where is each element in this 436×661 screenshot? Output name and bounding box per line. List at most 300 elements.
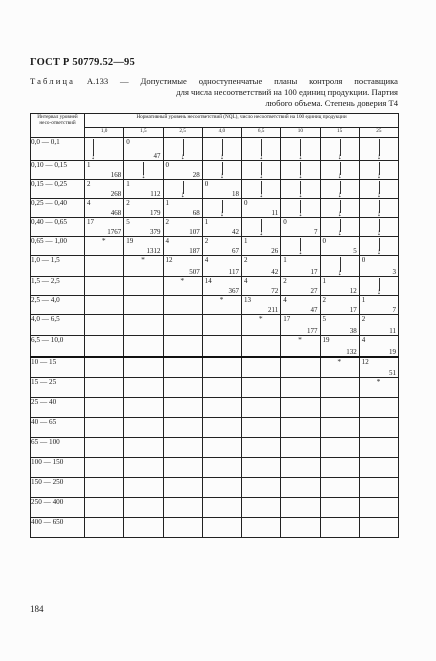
empty-cell (202, 378, 241, 398)
sampling-plan-cell (320, 336, 359, 358)
empty-cell (85, 478, 124, 498)
nql-column-header: 10 (281, 128, 320, 138)
table-row (31, 478, 399, 498)
defect-interval-label: 6,5 — 10,0 (31, 336, 85, 358)
acceptance-number: 0 (165, 161, 169, 169)
sampling-plan-cell (242, 296, 281, 315)
empty-cell (242, 518, 281, 538)
empty-cell (281, 357, 320, 378)
acceptance-number: 2 (87, 180, 91, 188)
sample-size: 5 (353, 247, 357, 255)
empty-cell (124, 458, 163, 478)
sample-size: 17 (310, 268, 318, 276)
empty-cell (320, 458, 359, 478)
empty-cell (202, 315, 241, 336)
defect-interval-label: 0,15 — 0,25 (31, 180, 85, 199)
sample-size: 107 (189, 228, 200, 236)
sample-size: 72 (271, 287, 279, 295)
empty-cell (281, 498, 320, 518)
sampling-plan-cell (281, 218, 320, 237)
arrow-down-icon: ↓ (376, 247, 381, 256)
sample-size: 211 (268, 306, 279, 314)
sampling-plan-cell (242, 277, 281, 296)
arrow-down-icon: ↓ (376, 287, 381, 296)
defect-interval-label: 150 — 250 (31, 478, 85, 498)
sample-size: 179 (150, 209, 161, 217)
empty-cell (281, 518, 320, 538)
empty-cell (281, 438, 320, 458)
acceptance-number: 12 (361, 358, 369, 366)
arrow-down-icon: ↓ (337, 228, 342, 237)
empty-cell (163, 315, 202, 336)
sample-size: 117 (228, 268, 239, 276)
arrow-down-icon: ↓ (337, 152, 342, 161)
table-row (31, 237, 399, 256)
sample-size: 11 (389, 327, 397, 335)
empty-cell (163, 378, 202, 398)
table-row (31, 161, 399, 180)
arrow-down-icon: ↓ (337, 171, 342, 180)
asterisk-mark: * (101, 236, 106, 245)
sample-size: 1767 (107, 228, 122, 236)
sample-size: 67 (232, 247, 239, 255)
empty-cell (242, 438, 281, 458)
empty-cell (85, 296, 124, 315)
sample-size: 379 (150, 228, 161, 236)
empty-cell (163, 478, 202, 498)
acceptance-number: 17 (87, 218, 94, 226)
caption-line-1-text: А.133 — Допустимые одноступенчатые планы контроля поставщика (75, 76, 398, 86)
sample-size: 268 (110, 190, 122, 198)
empty-cell (202, 418, 241, 438)
use-plan-below-cell (320, 218, 359, 237)
empty-cell (163, 518, 202, 538)
arrow-down-icon: ↓ (298, 152, 303, 161)
acceptance-number: 4 (87, 199, 91, 207)
table-body (31, 138, 399, 538)
empty-cell (124, 418, 163, 438)
page-number: 184 (30, 604, 44, 614)
acceptance-number: 19 (322, 336, 330, 344)
acceptance-number: 2 (322, 296, 326, 304)
asterisk-mark: * (141, 255, 145, 264)
defect-interval-label: 250 — 400 (31, 498, 85, 518)
acceptance-number: 0 (283, 218, 287, 226)
empty-cell (202, 336, 241, 358)
empty-cell (359, 518, 398, 538)
sampling-plan-cell (163, 161, 202, 180)
table-row (31, 357, 399, 378)
empty-cell (163, 398, 202, 418)
sample-size: 177 (307, 327, 318, 335)
use-plan-below-cell (320, 256, 359, 277)
sample-size: 42 (271, 268, 279, 276)
nql-column-header: 25 (359, 128, 398, 138)
empty-cell (202, 478, 241, 498)
use-plan-below-cell (320, 180, 359, 199)
defect-interval-label: 15 — 25 (31, 378, 85, 398)
acceptance-number: 4 (361, 336, 366, 344)
table-row (31, 518, 399, 538)
empty-cell (85, 277, 124, 296)
arrow-down-icon: ↓ (337, 209, 342, 218)
use-plan-below-cell (359, 218, 398, 237)
use-plan-below-cell (320, 199, 359, 218)
empty-cell (85, 336, 124, 358)
asterisk-mark: * (298, 335, 302, 344)
acceptance-number: 0 (244, 199, 248, 207)
sample-size: 7 (392, 306, 397, 314)
caption-table-word: Таблица (30, 76, 76, 86)
table-row (31, 378, 399, 398)
sample-size: 132 (346, 348, 357, 356)
use-plan-below-cell (359, 138, 398, 161)
acceptance-number: 0 (204, 180, 209, 188)
acceptance-number: 13 (244, 296, 251, 304)
arrow-down-icon: ↓ (259, 171, 264, 180)
use-plan-below-cell (320, 161, 359, 180)
sampling-plan-cell (124, 237, 163, 256)
empty-cell (124, 378, 163, 398)
empty-cell (242, 378, 281, 398)
use-plan-below-cell (281, 237, 320, 256)
empty-cell (242, 357, 281, 378)
use-plan-below-cell (320, 138, 359, 161)
sampling-plan-cell (320, 237, 359, 256)
use-plan-below-cell (124, 161, 163, 180)
asterisk-mark: * (337, 357, 342, 366)
sampling-plan-cell (163, 256, 202, 277)
sample-size: 26 (271, 247, 279, 255)
use-plan-below-cell (242, 218, 281, 237)
sampling-plan-cell (85, 161, 124, 180)
defect-interval-label: 100 — 150 (31, 458, 85, 478)
use-plan-below-cell (281, 199, 320, 218)
acceptance-number: 4 (283, 296, 287, 304)
nql-columns-row (31, 128, 399, 138)
table-row (31, 256, 399, 277)
acceptance-number: 2 (283, 277, 287, 285)
empty-cell (242, 398, 281, 418)
asterisk-mark: * (376, 377, 381, 386)
acceptance-number: 0 (361, 256, 366, 264)
empty-cell (163, 296, 202, 315)
empty-cell (281, 378, 320, 398)
table-row (31, 296, 399, 315)
use-plan-below-cell (202, 199, 241, 218)
empty-cell (359, 498, 398, 518)
empty-cell (124, 498, 163, 518)
nql-column-header: 4,0 (202, 128, 241, 138)
empty-cell (124, 277, 163, 296)
empty-cell (85, 498, 124, 518)
sampling-plan-cell (359, 336, 398, 358)
sampling-plan-cell (124, 180, 163, 199)
arrow-down-icon: ↓ (376, 190, 381, 199)
document-standard-header: ГОСТ Р 50779.52—95 (30, 57, 135, 68)
asterisk-mark: * (180, 276, 185, 285)
empty-cell (320, 478, 359, 498)
empty-cell (359, 438, 398, 458)
arrow-down-icon: ↓ (298, 209, 303, 218)
use-plan-below-cell (202, 161, 241, 180)
acceptance-number: 0 (322, 237, 326, 245)
sample-size: 17 (349, 306, 357, 314)
no-plan-cell (85, 237, 124, 256)
sampling-plan-cell (242, 199, 281, 218)
acceptance-number: 5 (322, 315, 326, 323)
empty-cell (85, 357, 124, 378)
empty-cell (242, 418, 281, 438)
acceptance-number: 1 (322, 277, 326, 285)
empty-cell (202, 438, 241, 458)
empty-cell (242, 498, 281, 518)
arrow-down-icon: ↓ (298, 247, 303, 256)
defect-interval-label: 0,40 — 0,65 (31, 218, 85, 237)
sampling-plan-cell (163, 199, 202, 218)
empty-cell (124, 315, 163, 336)
sampling-plan-cell (85, 218, 124, 237)
empty-cell (242, 336, 281, 358)
arrow-down-icon: ↓ (180, 152, 185, 161)
acceptance-number: 0 (126, 138, 130, 146)
sample-size: 47 (153, 152, 161, 160)
acceptance-number: 2 (204, 237, 209, 245)
table-row (31, 277, 399, 296)
acceptance-number: 1 (204, 218, 209, 226)
acceptance-number: 1 (87, 161, 91, 169)
arrow-down-icon: ↓ (259, 152, 264, 161)
acceptance-number: 12 (165, 256, 173, 264)
defect-interval-label: 400 — 650 (31, 518, 85, 538)
empty-cell (163, 357, 202, 378)
empty-cell (124, 296, 163, 315)
sampling-plan-cell (163, 237, 202, 256)
empty-cell (320, 378, 359, 398)
table-row (31, 180, 399, 199)
caption-line-3: любого объема. Степень доверия Т4 (265, 97, 398, 108)
arrow-down-icon: ↓ (219, 152, 224, 161)
sampling-plan-cell (202, 180, 241, 199)
sampling-plan-cell (242, 256, 281, 277)
no-plan-cell (124, 256, 163, 277)
sample-size: 42 (232, 228, 239, 236)
arrow-down-icon: ↓ (180, 190, 185, 199)
acceptance-number: 2 (165, 218, 169, 226)
sampling-plan-cell (281, 315, 320, 336)
sampling-plan-cell (281, 256, 320, 277)
arrow-down-icon: ↓ (376, 171, 381, 180)
acceptance-number: 1 (283, 256, 287, 264)
sampling-plan-cell (281, 277, 320, 296)
empty-cell (163, 498, 202, 518)
sample-size: 12 (349, 287, 357, 295)
arrow-down-icon: ↓ (337, 268, 342, 277)
table-row (31, 199, 399, 218)
empty-cell (163, 418, 202, 438)
arrow-down-icon: ↓ (376, 228, 381, 237)
empty-cell (202, 498, 241, 518)
nql-column-header: 6,5 (242, 128, 281, 138)
empty-cell (85, 518, 124, 538)
empty-cell (85, 315, 124, 336)
asterisk-mark: * (219, 295, 224, 304)
acceptance-number: 1 (361, 296, 366, 304)
acceptance-number: 1 (244, 237, 248, 245)
nql-column-header: 2,5 (163, 128, 202, 138)
acceptance-number: 4 (244, 277, 248, 285)
sampling-plan-cell (124, 218, 163, 237)
nql-column-header: 15 (320, 128, 359, 138)
empty-cell (281, 478, 320, 498)
sample-size: 47 (310, 306, 318, 314)
table-row (31, 315, 399, 336)
arrow-down-icon: ↓ (259, 190, 264, 199)
table-row (31, 218, 399, 237)
empty-cell (320, 418, 359, 438)
empty-cell (320, 498, 359, 518)
sampling-plan-cell (85, 180, 124, 199)
empty-cell (124, 438, 163, 458)
empty-cell (85, 256, 124, 277)
sampling-plan-cell (320, 315, 359, 336)
use-plan-below-cell (281, 161, 320, 180)
acceptance-number: 4 (165, 237, 169, 245)
empty-cell (202, 458, 241, 478)
use-plan-below-cell (281, 180, 320, 199)
use-plan-below-cell (359, 180, 398, 199)
empty-cell (163, 336, 202, 358)
sampling-plan-cell (124, 138, 163, 161)
empty-cell (163, 458, 202, 478)
acceptance-number: 2 (361, 315, 366, 323)
empty-cell (124, 398, 163, 418)
table-row (31, 138, 399, 161)
defect-interval-label: 2,5 — 4,0 (31, 296, 85, 315)
defect-interval-label: 25 — 40 (31, 398, 85, 418)
defect-interval-label: 0,10 — 0,15 (31, 161, 85, 180)
sampling-plan-cell (359, 315, 398, 336)
empty-cell (202, 518, 241, 538)
use-plan-below-cell (359, 199, 398, 218)
arrow-down-icon: ↓ (259, 228, 264, 237)
empty-cell (281, 418, 320, 438)
sampling-plan-cell (320, 296, 359, 315)
caption-line-2: для числа несоответствий на 100 единиц продукции. Партия (176, 86, 398, 97)
sampling-plan-cell (124, 199, 163, 218)
empty-cell (85, 378, 124, 398)
use-plan-below-cell (359, 237, 398, 256)
sampling-plan-cell (281, 296, 320, 315)
acceptance-number: 1 (126, 180, 130, 188)
sample-size: 68 (192, 209, 200, 217)
defect-interval-label: 4,0 — 6,5 (31, 315, 85, 336)
arrow-down-icon: ↓ (376, 209, 381, 218)
empty-cell (281, 458, 320, 478)
empty-cell (124, 336, 163, 358)
arrow-down-icon: ↓ (219, 171, 224, 180)
sample-size: 507 (189, 268, 200, 276)
acceptance-number: 14 (204, 277, 212, 285)
sampling-plan-cell (359, 256, 398, 277)
use-plan-below-cell (85, 138, 124, 161)
defect-interval-label: 0,25 — 0,40 (31, 199, 85, 218)
asterisk-mark: * (258, 314, 263, 323)
empty-cell (320, 518, 359, 538)
empty-cell (85, 418, 124, 438)
table-row (31, 398, 399, 418)
defect-interval-label: 40 — 65 (31, 418, 85, 438)
arrow-down-icon: ↓ (219, 209, 224, 218)
no-plan-cell (320, 357, 359, 378)
sample-size: 11 (271, 209, 279, 217)
defect-interval-label: 0,0 — 0,1 (31, 138, 85, 161)
sampling-plans-table (30, 113, 399, 538)
use-plan-below-cell (281, 138, 320, 161)
nql-column-header: 1,0 (85, 128, 124, 138)
acceptance-number: 17 (283, 315, 291, 323)
sample-size: 1312 (146, 247, 161, 255)
sampling-plan-cell (202, 277, 241, 296)
sample-size: 18 (232, 190, 239, 198)
table-row (31, 438, 399, 458)
defect-interval-label: 10 — 15 (31, 357, 85, 378)
no-plan-cell (281, 336, 320, 358)
empty-cell (359, 458, 398, 478)
arrow-down-icon: ↓ (337, 190, 342, 199)
nql-column-header: 1,5 (124, 128, 163, 138)
sample-size: 7 (314, 228, 318, 236)
use-plan-below-cell (202, 138, 241, 161)
acceptance-number: 5 (126, 218, 130, 226)
sample-size: 28 (192, 171, 200, 179)
empty-cell (85, 438, 124, 458)
acceptance-number: 1 (165, 199, 169, 207)
empty-cell (359, 398, 398, 418)
sampling-plan-cell (242, 237, 281, 256)
empty-cell (202, 398, 241, 418)
nql-span-header: Нормативный уровень несоответствий (NQL), число несоответствий на 100 единиц продукции (85, 114, 399, 128)
empty-cell (359, 478, 398, 498)
sample-size: 19 (389, 348, 397, 356)
empty-cell (124, 357, 163, 378)
sample-size: 112 (150, 190, 161, 198)
empty-cell (202, 357, 241, 378)
empty-cell (242, 458, 281, 478)
empty-cell (320, 438, 359, 458)
table-row (31, 458, 399, 478)
arrow-down-icon: ↓ (141, 171, 146, 180)
empty-cell (85, 458, 124, 478)
defect-interval-label: 1,5 — 2,5 (31, 277, 85, 296)
sampling-plan-cell (320, 277, 359, 296)
empty-cell (124, 478, 163, 498)
acceptance-number: 2 (244, 256, 248, 264)
table-caption (30, 76, 398, 108)
arrow-down-icon: ↓ (298, 171, 303, 180)
acceptance-number: 19 (126, 237, 134, 245)
empty-cell (124, 518, 163, 538)
sample-size: 367 (228, 287, 239, 295)
sampling-plan-cell (85, 199, 124, 218)
no-plan-cell (359, 378, 398, 398)
empty-cell (85, 398, 124, 418)
sampling-plan-cell (163, 218, 202, 237)
use-plan-below-cell (242, 161, 281, 180)
sample-size: 168 (110, 171, 122, 179)
empty-cell (163, 438, 202, 458)
defect-interval-label: 0,65 — 1,00 (31, 237, 85, 256)
